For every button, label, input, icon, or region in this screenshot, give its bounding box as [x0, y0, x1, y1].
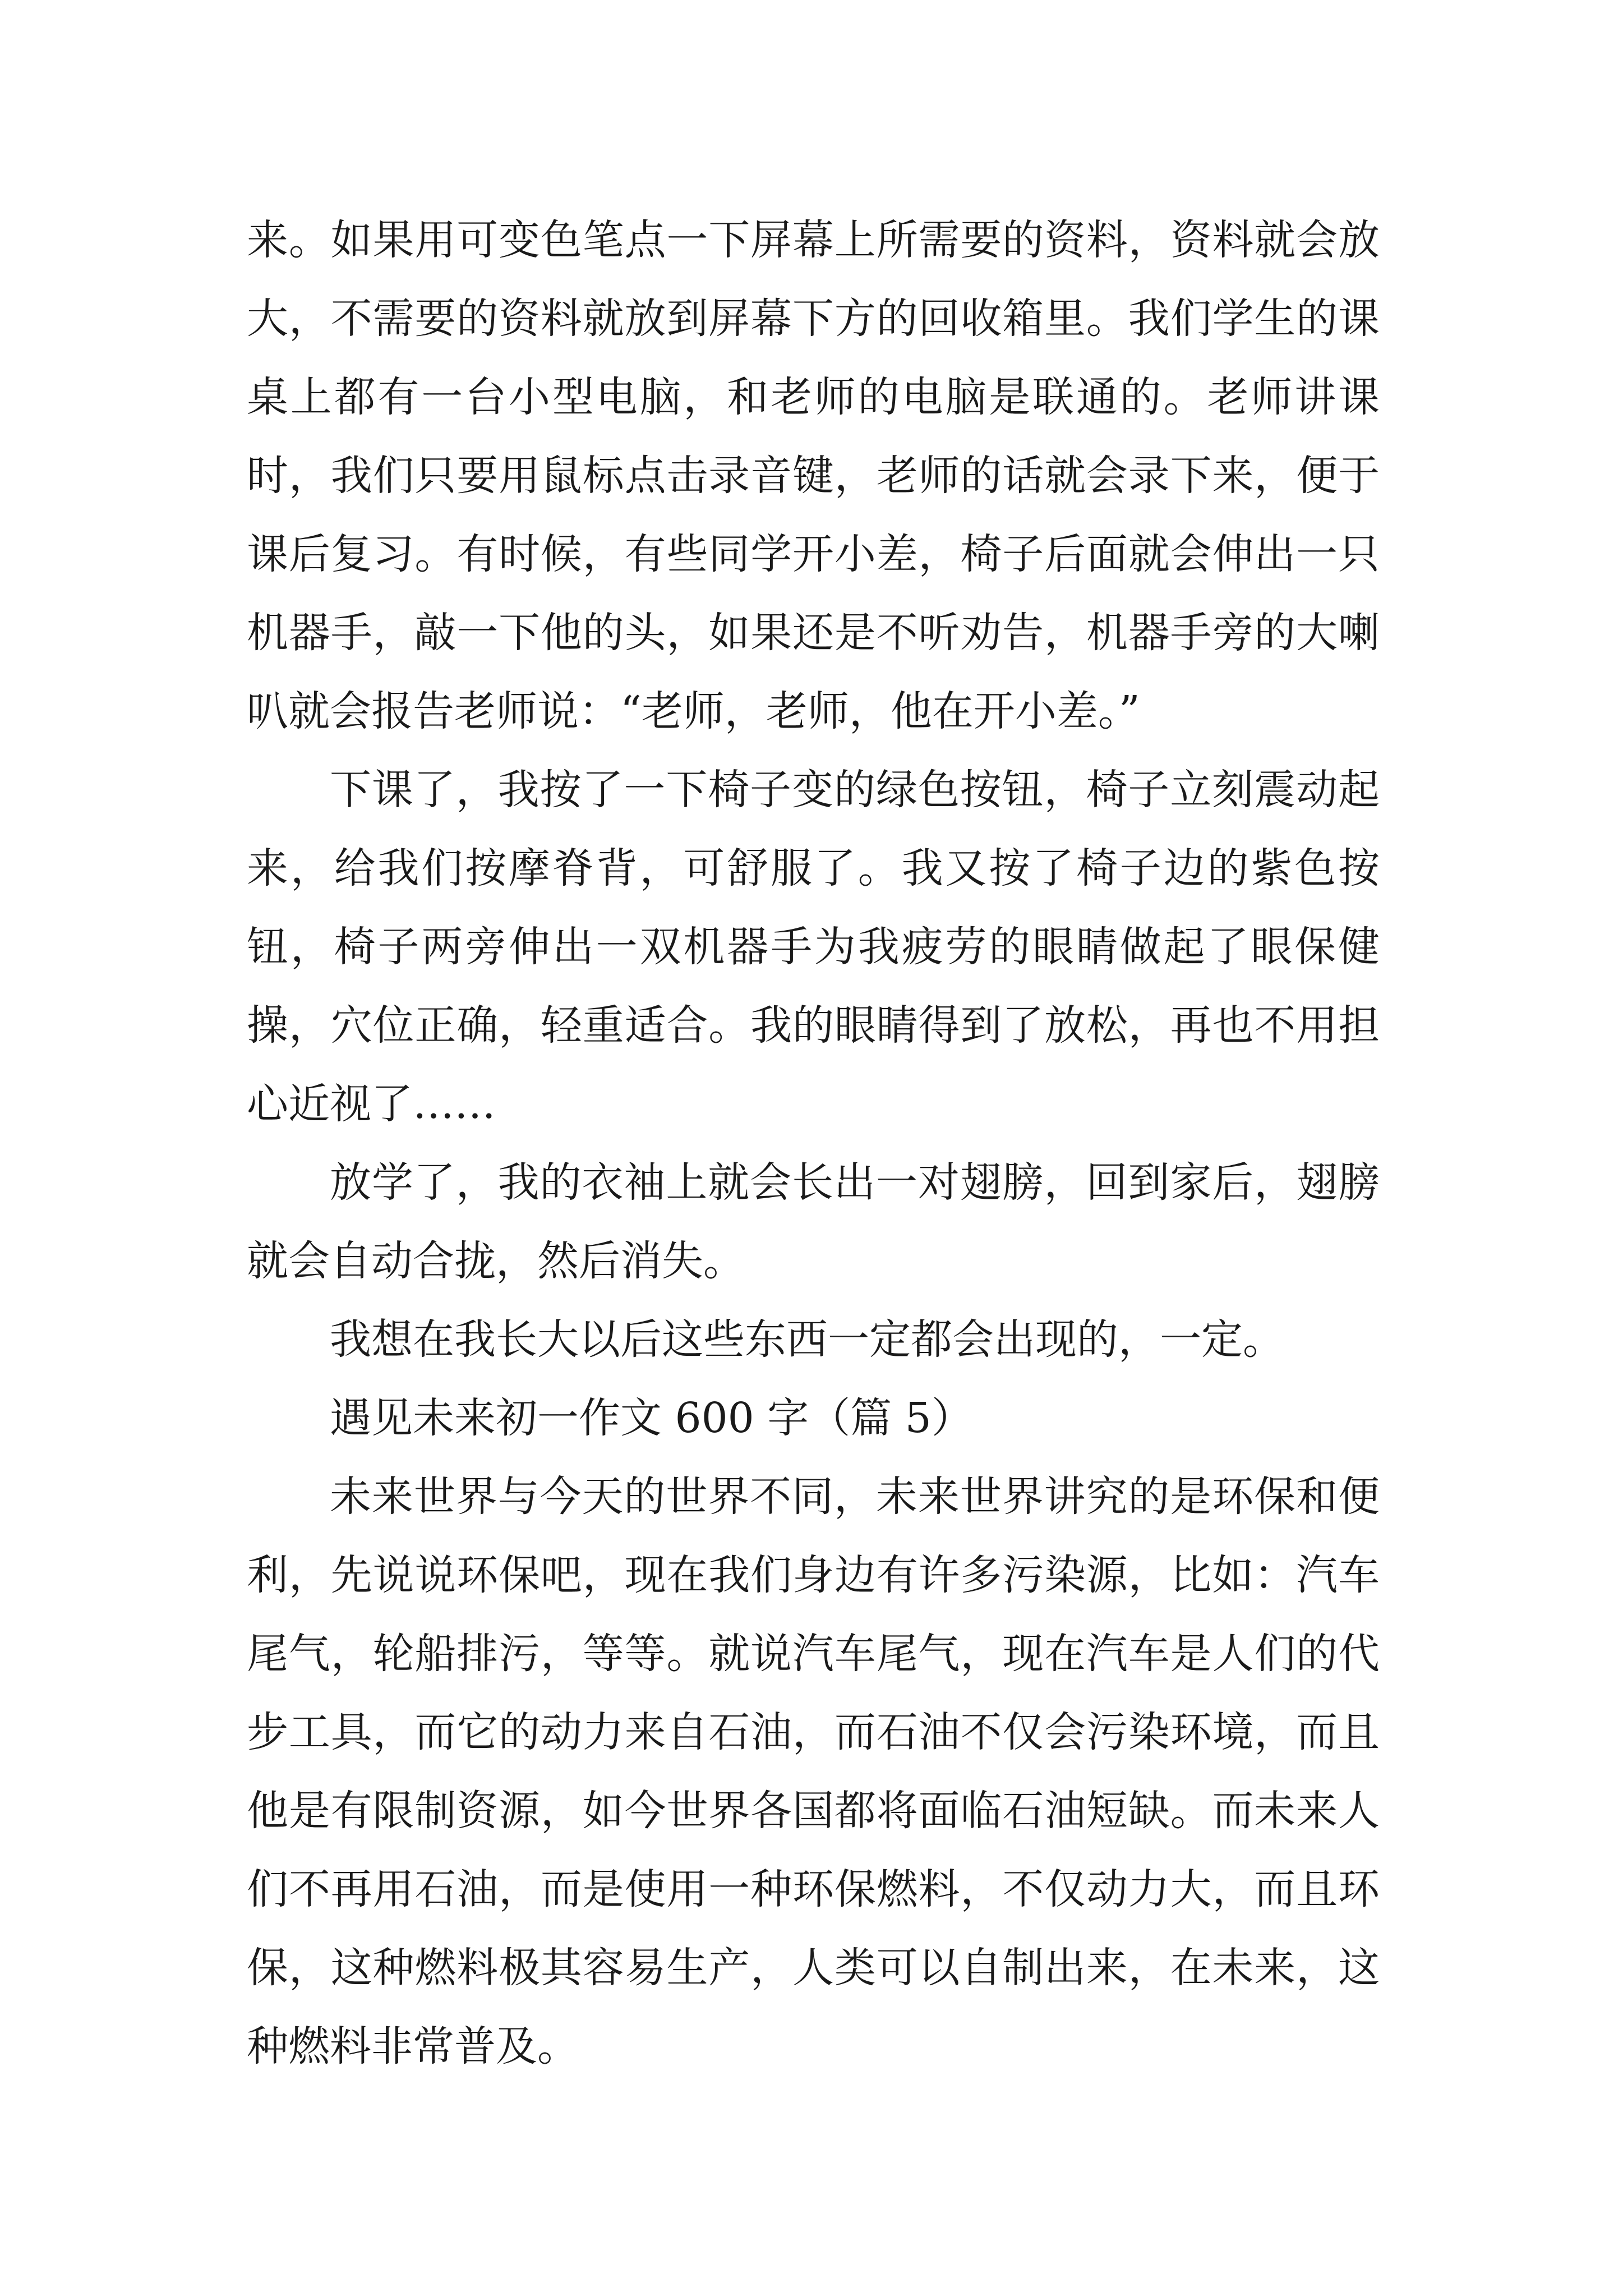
section-heading: 遇见未来初一作文 600 字（篇 5） — [330, 1394, 973, 1442]
paragraph-after-class: 下课了，我按了一下椅子变的绿色按钮，椅子立刻震动起来，给我们按摩脊背，可舒服了。我又按了椅子边的紫色按钮，椅子两旁伸出一双机器手为我疲劳的眼睛做起了眼保健操，穴位正确，轻重适合。我的眼睛得到了放松，再也不用担心近视了…… — [247, 766, 1380, 1128]
paragraph-future-world: 未来世界与今天的世界不同，未来世界讲究的是环保和便利，先说说环保吧，现在我们身边有许多污染源，比如：汽车尾气，轮船排污，等等。就说汽车尾气，现在汽车是人们的代步工具，而它的动力来自石油，而石油不仅会污染环境，而且他是有限制资源，如今世界各国都将面临石油短缺。而未来人们不再用石油，而是使用一种环保燃料，不仅动力大，而且环保，这种燃料极其容易生产，人类可以自制出来，在未来，这种燃料非常普及。 — [247, 1473, 1380, 2070]
document-body — [247, 201, 1380, 2086]
paragraph-continuation: 来。如果用可变色笔点一下屏幕上所需要的资料，资料就会放大，不需要的资料就放到屏幕下方的回收箱里。我们学生的课桌上都有一台小型电脑，和老师的电脑是联通的。老师讲课时，我们只要用鼠标点击录音键，老师的话就会录下来，便于课后复习。有时候，有些同学开小差，椅子后面就会伸出一只机器手，敲一下他的头，如果还是不听劝告，机器手旁的大喇叭就会报告老师说：“老师，老师，他在开小差。” — [247, 216, 1380, 735]
paragraph-conclusion: 我想在我长大以后这些东西一定都会出现的，一定。 — [330, 1315, 1284, 1364]
paragraph-after-school: 放学了，我的衣袖上就会长出一对翅膀，回到家后，翅膀就会自动合拢，然后消失。 — [247, 1158, 1380, 1285]
